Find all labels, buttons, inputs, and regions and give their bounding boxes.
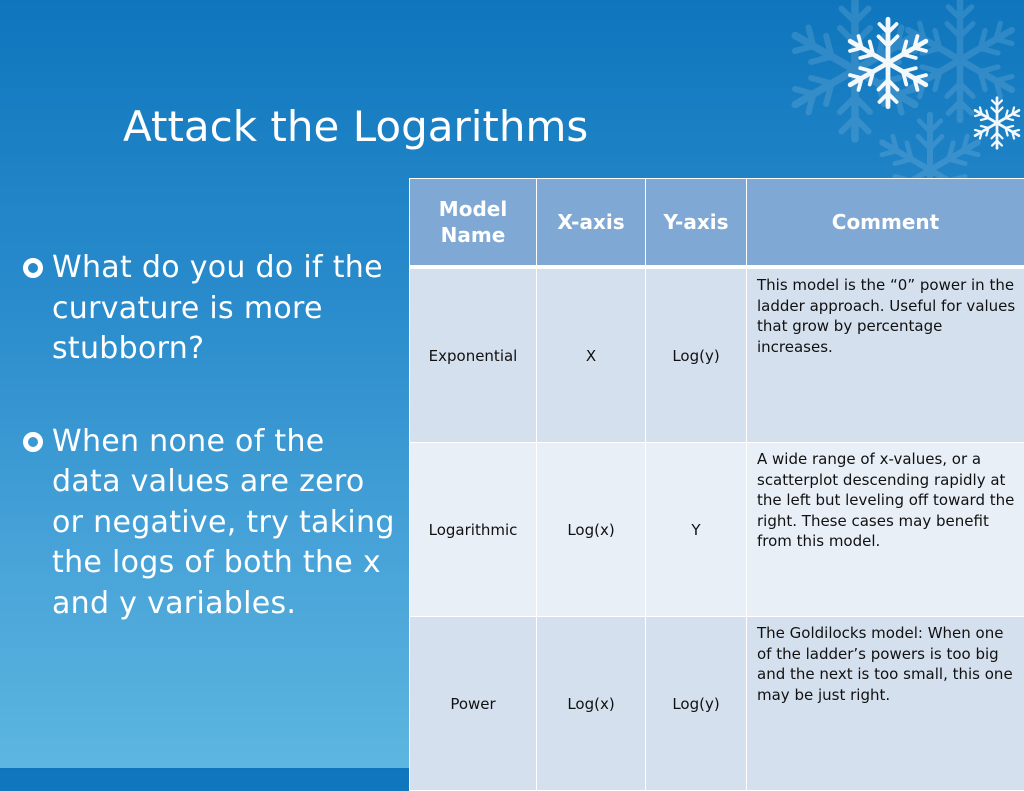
- cell-comment: A wide range of x-values, or a scatterplot descending rapidly at the left but leveling off toward the right. These cases may benefit from this model.: [747, 443, 1024, 617]
- cell-y-axis: Y: [646, 443, 747, 617]
- bullet-ring-icon: [22, 248, 52, 283]
- snowflake-small-icon: [972, 98, 1021, 149]
- bullet-list: [22, 248, 402, 676]
- models-table-container: [409, 178, 1024, 768]
- snowflake-icon: [845, 19, 930, 106]
- bullet-text: When none of the data values are zero or negative, try taking the logs of both the x and y variables.: [52, 422, 402, 625]
- models-table: [409, 178, 1024, 791]
- cell-comment: The Goldilocks model: When one of the ladder’s powers is too big and the next is too small, this one may be just right.: [747, 617, 1024, 791]
- bullet-text: What do you do if the curvature is more stubborn?: [52, 248, 402, 370]
- table-row: [410, 267, 1024, 443]
- header-y-axis: Y-axis: [646, 179, 747, 268]
- cell-y-axis: Log(y): [646, 617, 747, 791]
- cell-model: Power: [410, 617, 537, 791]
- slide-title: Attack the Logarithms: [123, 102, 588, 151]
- table-row: [410, 617, 1024, 791]
- cell-x-axis: X: [537, 267, 646, 443]
- bullet-item: [22, 248, 402, 370]
- cell-x-axis: Log(x): [537, 617, 646, 791]
- bullet-item: [22, 422, 402, 625]
- header-model-name: Model Name: [410, 179, 537, 268]
- cell-model: Exponential: [410, 267, 537, 443]
- table-row: [410, 443, 1024, 617]
- bullet-ring-icon: [22, 422, 52, 457]
- cell-comment: This model is the “0” power in the ladder approach. Useful for values that grow by percentage increases.: [747, 267, 1024, 443]
- cell-model: Logarithmic: [410, 443, 537, 617]
- cell-x-axis: Log(x): [537, 443, 646, 617]
- header-comment: Comment: [747, 179, 1024, 268]
- header-x-axis: X-axis: [537, 179, 646, 268]
- cell-y-axis: Log(y): [646, 267, 747, 443]
- table-header-row: [410, 179, 1024, 268]
